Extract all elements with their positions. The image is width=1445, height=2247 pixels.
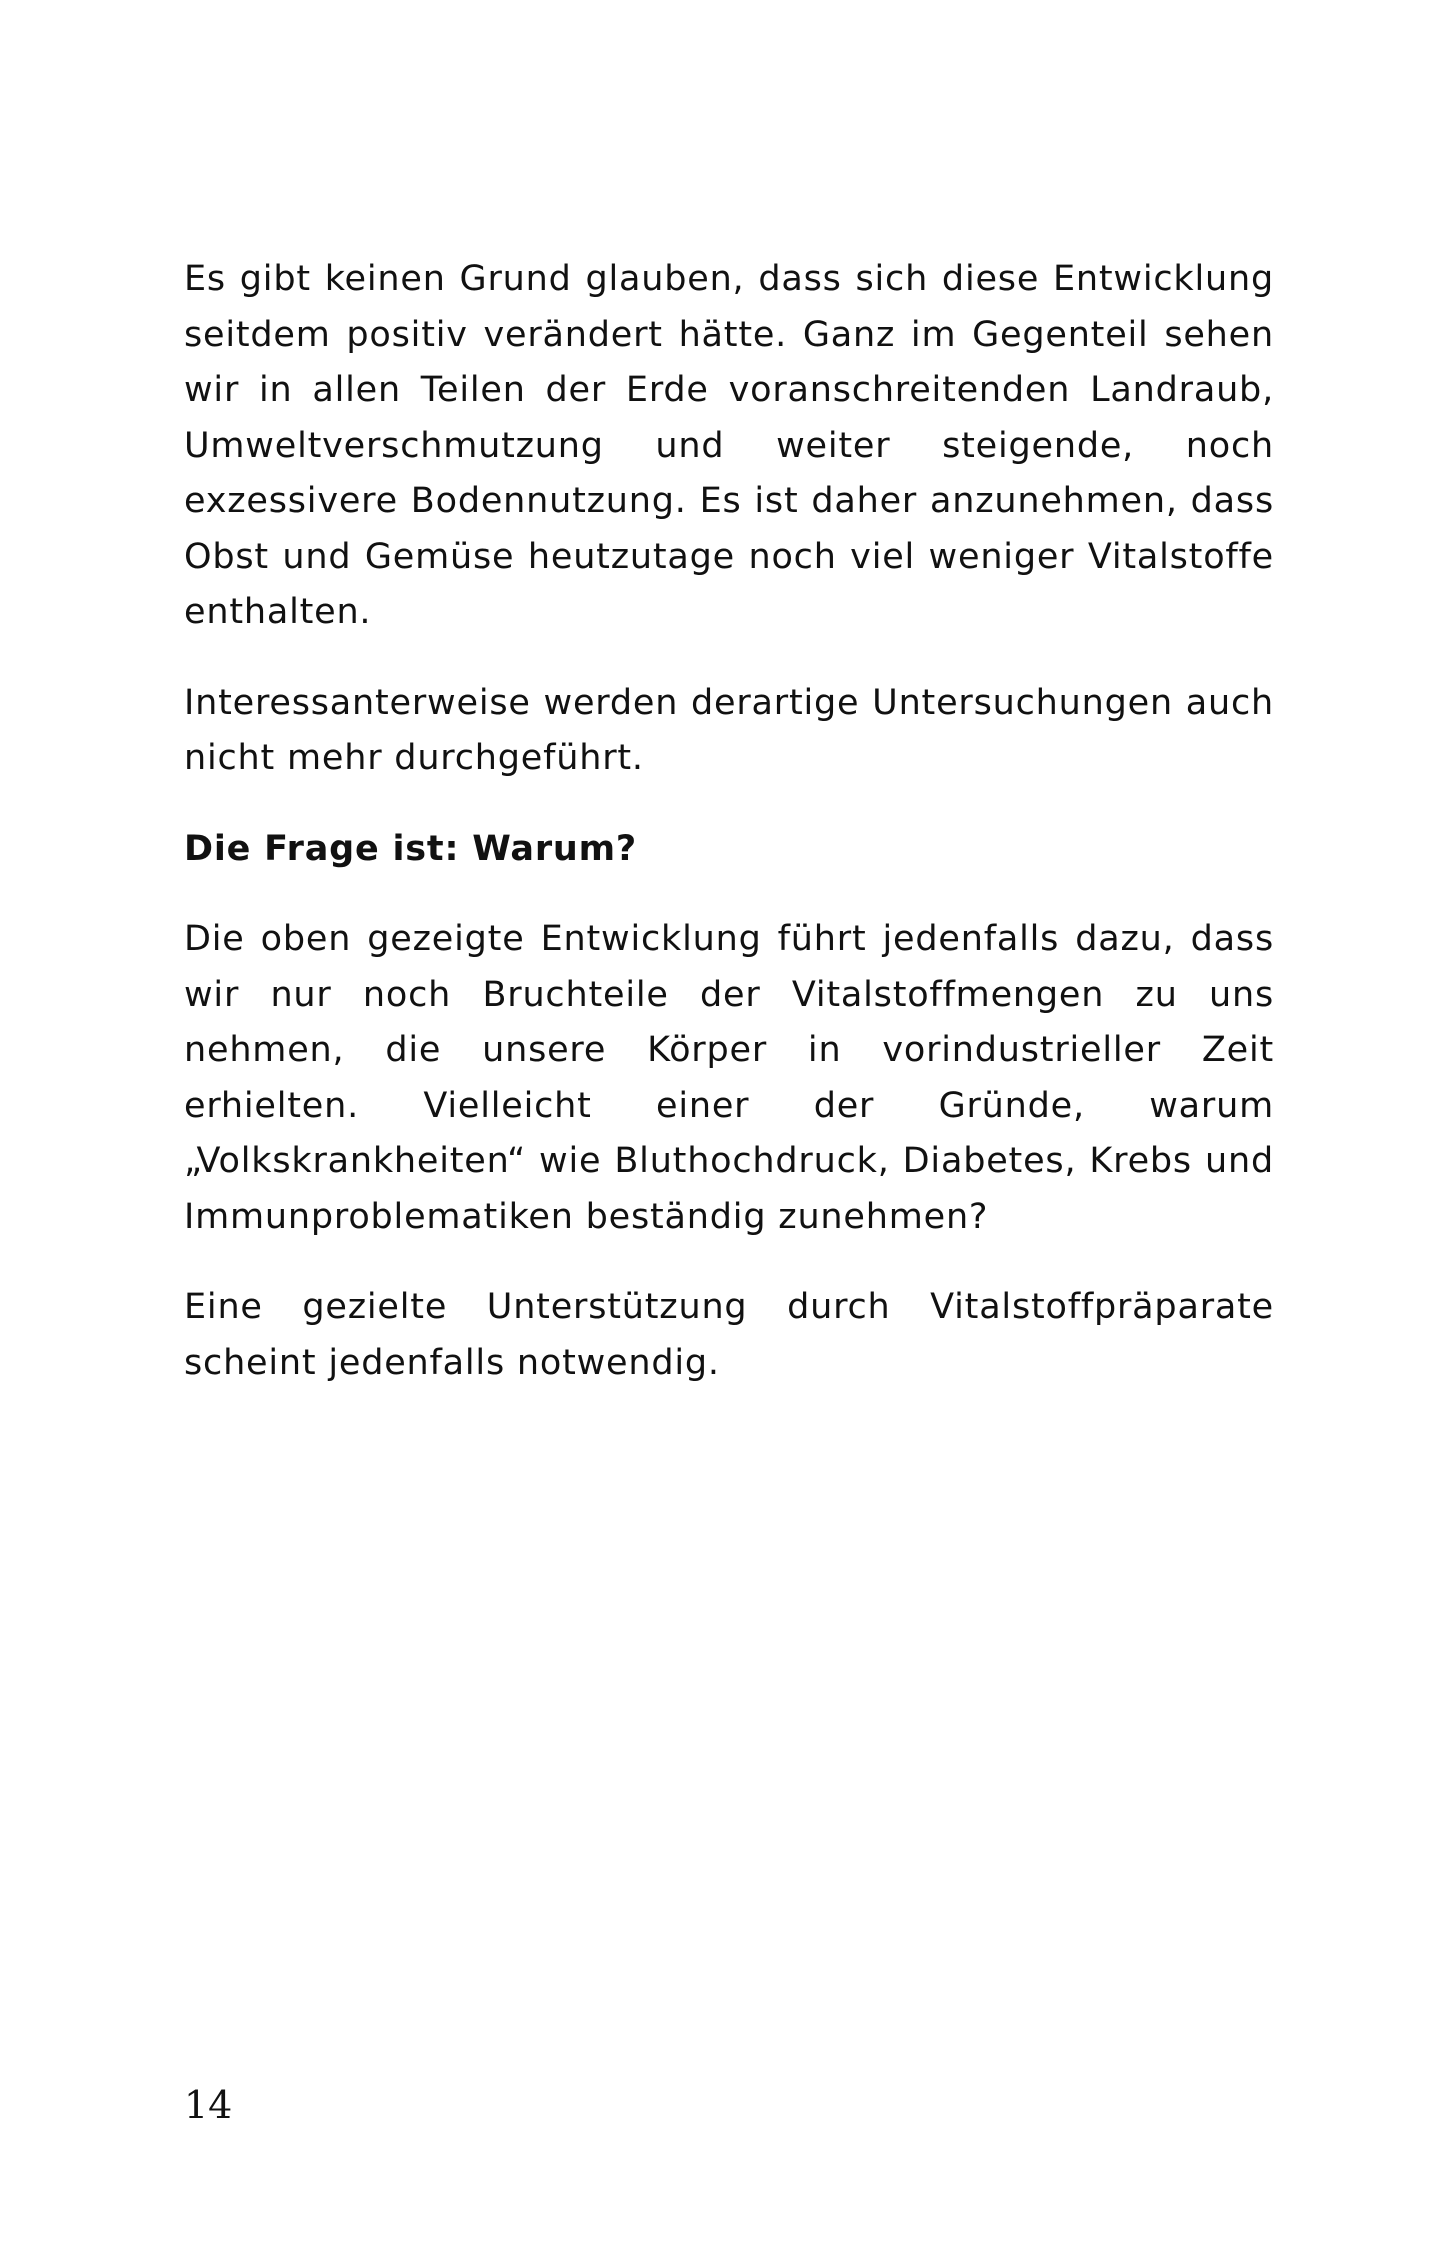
paragraph-studies: Interessanterweise werden derartige Untersuchungen auch nicht mehr durchgeführt. (184, 682, 1274, 778)
paragraph-conclusion: Eine gezielte Unterstützung durch Vitalstoffpräparate scheint jedenfalls notwendig. (184, 1287, 1274, 1383)
paragraph-development: Es gibt keinen Grund glauben, dass sich diese Entwicklung seitdem positiv verändert hätte. Ganz im Gegenteil sehen wir in allen Teilen der Erde voranschreitenden Landraub, Umweltverschmutzung und weiter steigende, noch exzessivere Bodennutzung. Es ist daher anzunehmen, dass Obst und Gemüse heutzutage noch viel weniger Vitalstoffe enthalten. (184, 259, 1274, 632)
page-body (184, 252, 1274, 1426)
paragraph-consequence: Die oben gezeigte Entwicklung führt jedenfalls dazu, dass wir nur noch Bruchteile der Vitalstoffmengen zu uns nehmen, die unsere Körper in vorindustrieller Zeit erhielten. Vielleicht einer der Gründe, warum „Volkskrankheiten“ wie Bluthochdruck, Diabetes, Krebs und Immunproblematiken beständig zunehmen? (184, 919, 1274, 1237)
page-number: 14 (184, 2083, 233, 2127)
question-heading: Die Frage ist: Warum? (184, 828, 637, 869)
